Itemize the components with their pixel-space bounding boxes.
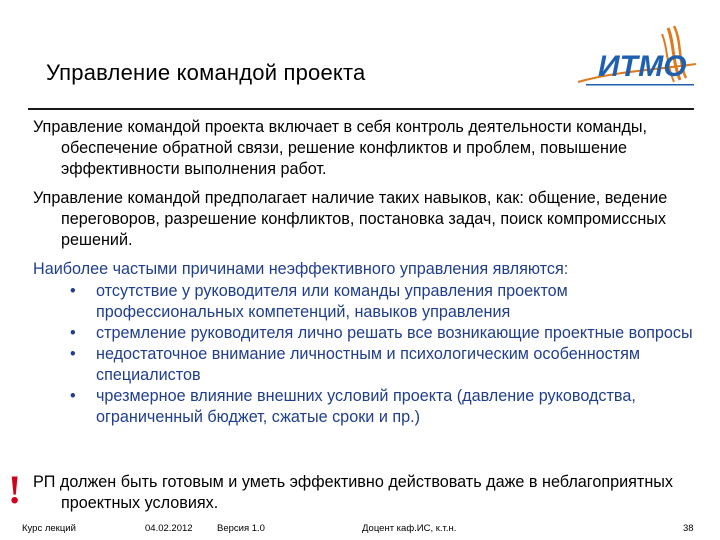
final-statement: РП должен быть готовым и уметь эффективно действовать даже в неблагоприятных проектных условиях. (33, 473, 673, 512)
paragraph-team-management (33, 117, 705, 180)
bullet: • (70, 345, 76, 363)
paragraph-lead: Управление командой (33, 189, 201, 207)
bullet: • (70, 324, 76, 342)
header-divider (28, 108, 694, 110)
bullet: • (70, 387, 76, 405)
slide-content (33, 117, 705, 438)
slide-title: Управление командой проекта (46, 60, 366, 85)
paragraph-text: предполагает наличие таких навыков, как: общение, ведение переговоров, разрешение конфликтов, постановка задач, поиск компромиссных решений. (61, 189, 668, 249)
paragraph-lead: Управление командой проекта (33, 118, 265, 136)
paragraph-team-skills (33, 188, 705, 251)
footer-date: 04.02.2012 (145, 523, 193, 534)
list-item-text: стремление руководителя лично решать все возникающие проектные вопросы (96, 324, 693, 342)
bullet: • (70, 282, 76, 300)
slide-header (0, 0, 720, 110)
list-item-text: отсутствие у руководителя или команды управления проектом профессиональных компетенций, навыков управления (96, 282, 568, 321)
footer-page-number: 38 (683, 523, 694, 534)
list-item-text: чрезмерное влияние внешних условий проекта (давление руководства, ограниченный бюджет, сжатые сроки и пр.) (96, 387, 636, 426)
footer-version: Версия 1.0 (217, 523, 265, 534)
exclamation-icon: ! (8, 467, 22, 512)
list-item-text: недостаточное внимание личностным и психологическим особенностям специалистов (96, 345, 641, 384)
causes-intro: Наиболее частыми причинами неэффективного управления являются: (33, 260, 569, 278)
logo-text: ИТМО (598, 50, 687, 83)
paragraph-text: включает в себя контроль деятельности команды, обеспечение обратной связи, решение конфликтов и проблем, повышение эффективности выполнения работ. (61, 118, 648, 178)
itmo-logo (572, 22, 702, 98)
footer-author: Доцент каф.ИС, к.т.н. (362, 523, 457, 534)
list-item (33, 323, 705, 344)
footer-course: Курс лекций (22, 523, 76, 534)
list-item (33, 344, 705, 386)
causes-list (33, 281, 705, 428)
list-item (33, 281, 705, 323)
list-item (33, 386, 705, 428)
